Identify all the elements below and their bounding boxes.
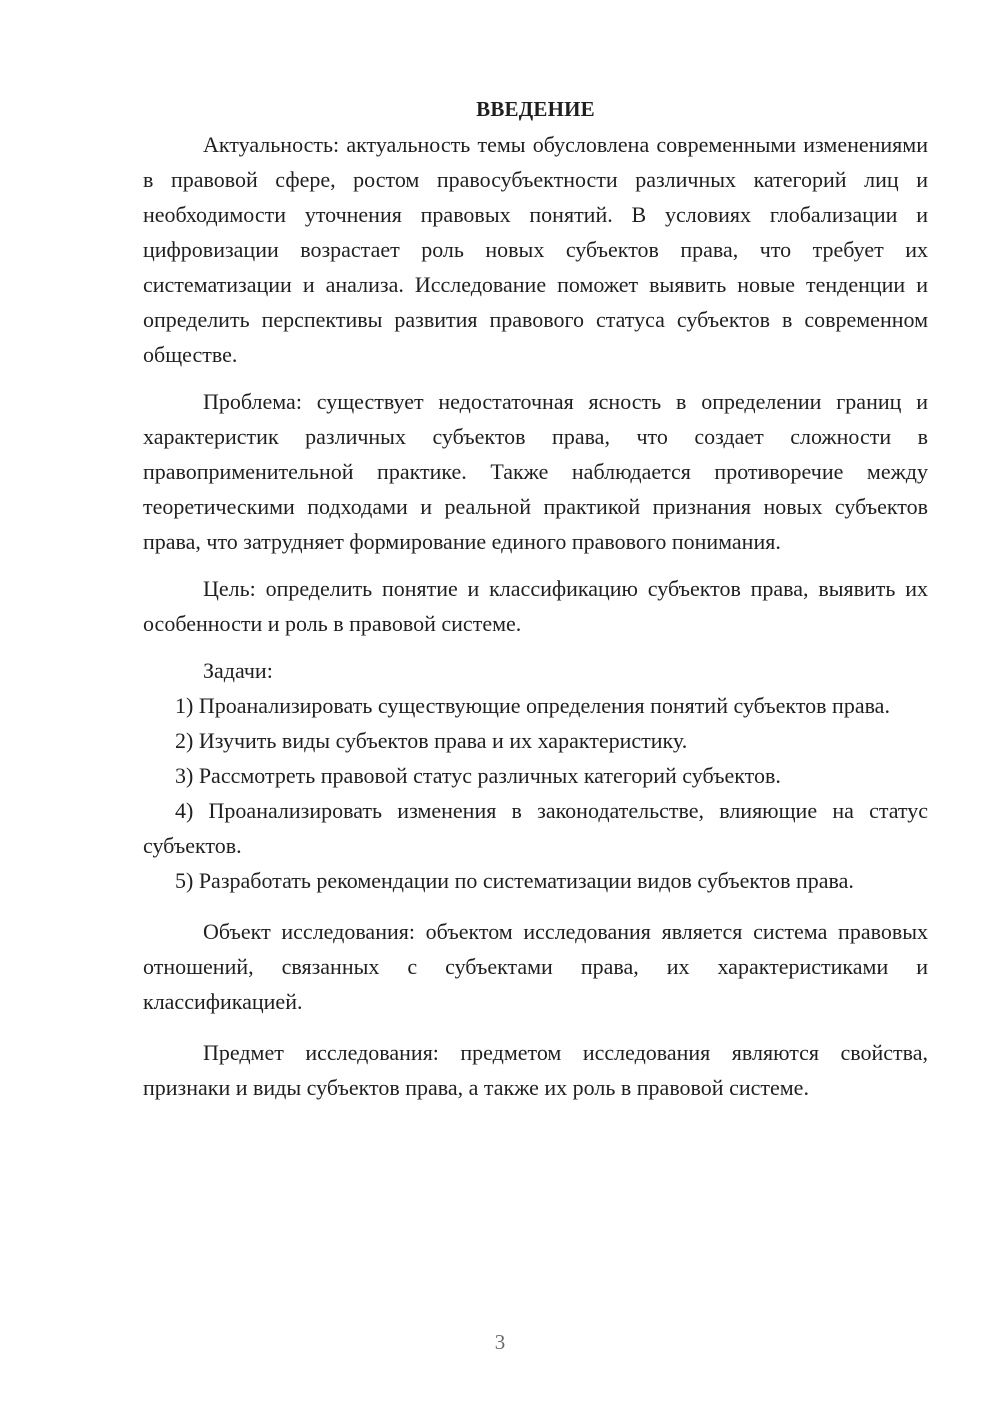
paragraph-problem: Проблема: существует недостаточная ясность в определении границ и характеристик различных субъектов права, что создает сложности в правоприменительной практике. Также наблюдается противоречие между теоретическими подходами и реальной практикой признания новых субъектов права, что затрудняет формирование единого правового понимания. bbox=[143, 389, 928, 554]
tasks-heading: Задачи: bbox=[203, 658, 273, 683]
paragraph-object: Объект исследования: объектом исследования является система правовых отношений, связанных с субъектами права, их характеристиками и классификацией. bbox=[143, 919, 928, 1014]
task-item-5: 5) Разработать рекомендации по систематизации видов субъектов права. bbox=[175, 868, 854, 893]
paragraph-goal: Цель: определить понятие и классификацию субъектов права, выявить их особенности и роль в правовой системе. bbox=[143, 576, 928, 636]
task-item-2: 2) Изучить виды субъектов права и их характеристику. bbox=[175, 728, 688, 753]
paragraph-subject: Предмет исследования: предметом исследования являются свойства, признаки и виды субъектов права, а также их роль в правовой системе. bbox=[143, 1040, 928, 1100]
task-item-3: 3) Рассмотреть правовой статус различных категорий субъектов. bbox=[175, 763, 781, 788]
paragraph-relevance: Актуальность: актуальность темы обусловлена современными изменениями в правовой сфере, ростом правосубъектности различных категорий лиц и необходимости уточнения правовых понятий. В условиях глобализации и цифровизации возрастает роль новых субъектов права, что требует их систематизации и анализа. Исследование поможет выявить новые тенденции и определить перспективы развития правового статуса субъектов в современном обществе. bbox=[143, 132, 928, 367]
page-title: ВВЕДЕНИЕ bbox=[476, 97, 595, 121]
task-item-4: 4) Проанализировать изменения в законодательстве, влияющие на статус субъектов. bbox=[143, 798, 928, 858]
page-number: 3 bbox=[494, 1330, 506, 1354]
task-item-1: 1) Проанализировать существующие определения понятий субъектов права. bbox=[175, 693, 890, 718]
document-page bbox=[143, 92, 928, 1105]
